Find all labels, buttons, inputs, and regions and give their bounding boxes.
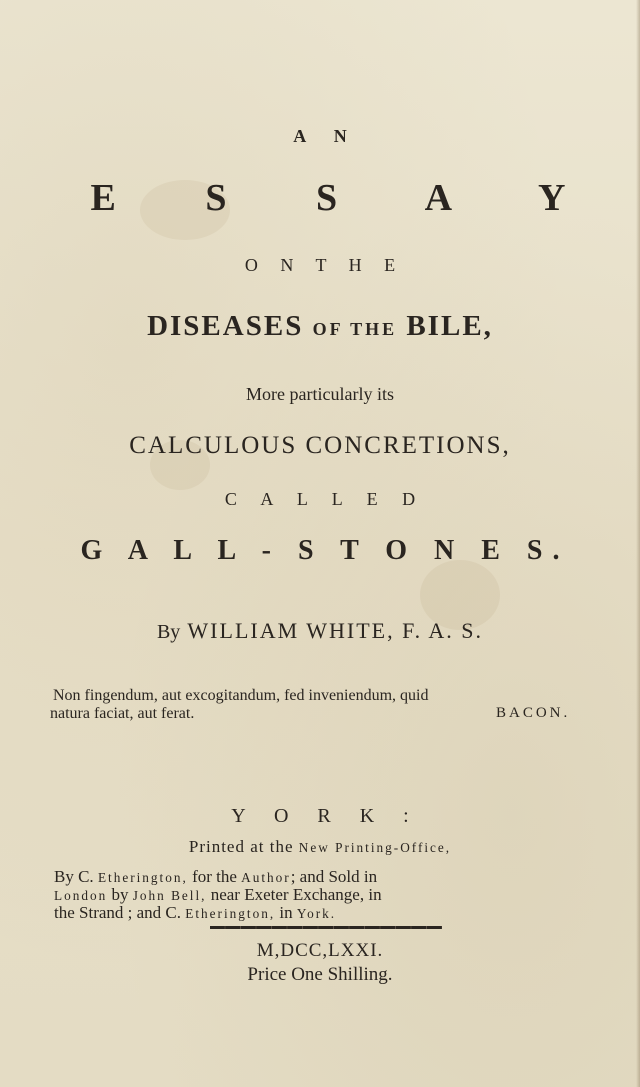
- imprint-office: New Printing-Office,: [298, 840, 452, 855]
- imprint-bookseller: John Bell,: [132, 888, 207, 903]
- author-line: [0, 618, 640, 644]
- motto-line-1: Non fingendum, aut excogitandum, fed inveniendum, quid: [53, 687, 429, 704]
- subtitle-particularly: More particularly its: [246, 384, 394, 404]
- imprint-york: York.: [296, 906, 337, 921]
- imprint-printer-2: Etherington,: [185, 906, 276, 921]
- motto-line-2: natura faciat, aut ferat.: [50, 705, 195, 722]
- author-by: By: [156, 621, 181, 643]
- title-diseases-line: [0, 310, 640, 343]
- imprint-london: London: [54, 888, 108, 903]
- imprint-place: Y O R K :: [231, 805, 421, 827]
- title-of-the: OF THE: [312, 319, 398, 339]
- imprint-line-3: [54, 885, 382, 905]
- imprint-line-2: [54, 867, 377, 887]
- imprint-by-2: by: [111, 885, 129, 904]
- imprint-printed-line: [0, 837, 640, 857]
- subtitle-gallstones: G A L L - S T O N E S.: [80, 535, 570, 566]
- imprint-date: M,DCC,LXXI.: [256, 940, 384, 961]
- imprint-exeter: near Exeter Exchange, in: [210, 885, 382, 904]
- imprint-by: By C.: [54, 867, 94, 886]
- imprint-for-the: for the: [192, 867, 237, 886]
- imprint-in: in: [279, 903, 293, 922]
- motto-attribution: BACON.: [496, 705, 571, 721]
- title-diseases: DISEASES: [147, 310, 304, 342]
- imprint-printed-at: Printed at the: [188, 837, 294, 856]
- imprint-printer: Etherington,: [97, 870, 188, 885]
- imprint-line-4: [54, 903, 336, 923]
- title-an: A N: [293, 126, 359, 146]
- title-essay: E S S A Y: [90, 177, 606, 219]
- imprint-strand: the Strand ; and C.: [54, 903, 182, 922]
- title-bile: BILE,: [406, 310, 493, 342]
- author-name: WILLIAM WHITE, F. A. S.: [187, 618, 484, 643]
- imprint-author: Author: [241, 870, 291, 885]
- title-on-the: O N T H E: [244, 255, 405, 275]
- subtitle-calculous: CALCULOUS CONCRETIONS,: [129, 432, 511, 459]
- imprint-price: Price One Shilling.: [247, 964, 393, 985]
- imprint-sold: ; and Sold in: [290, 867, 378, 886]
- ornamental-rule: [210, 926, 442, 929]
- subtitle-called: C A L L E D: [224, 489, 426, 509]
